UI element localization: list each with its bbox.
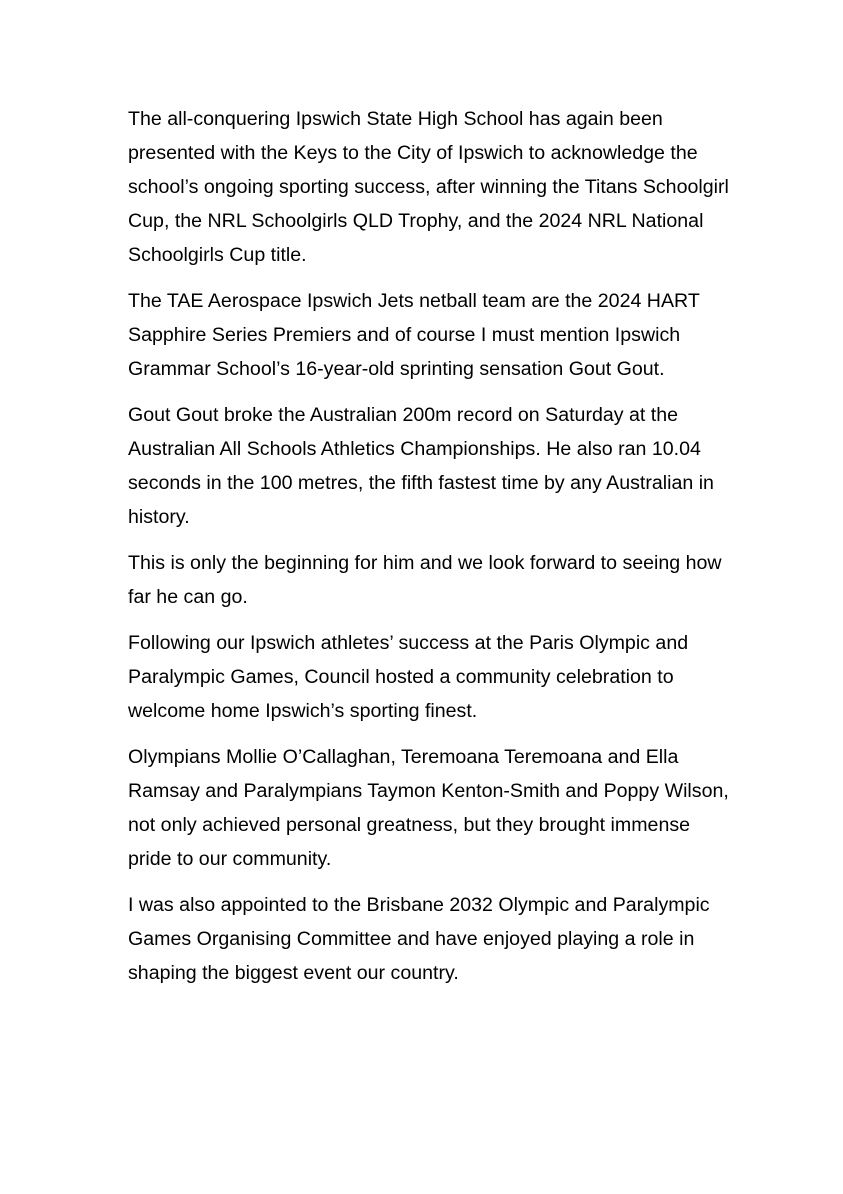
- text-line: This is only the beginning for him and we look forward to seeing how: [128, 552, 722, 574]
- text-line: Games Organising Committee and have enjoyed playing a role in: [128, 928, 695, 950]
- text-line: Cup, the NRL Schoolgirls QLD Trophy, and the 2024 NRL National: [128, 210, 704, 232]
- text-line: Sapphire Series Premiers and of course I must mention Ipswich: [128, 324, 681, 346]
- document-body: [128, 102, 746, 1002]
- text-line: Olympians Mollie O’Callaghan, Teremoana Teremoana and Ella: [128, 746, 679, 768]
- paragraph: [128, 398, 746, 534]
- text-line: school’s ongoing sporting success, after winning the Titans Schoolgirl: [128, 176, 729, 198]
- text-line: shaping the biggest event our country.: [128, 962, 459, 984]
- text-line: I was also appointed to the Brisbane 2032 Olympic and Paralympic: [128, 894, 710, 916]
- paragraph: [128, 740, 746, 876]
- paragraph: [128, 102, 746, 272]
- paragraph: [128, 284, 746, 386]
- text-line: welcome home Ipswich’s sporting finest.: [128, 700, 478, 722]
- text-line: The all-conquering Ipswich State High School has again been: [128, 108, 663, 130]
- text-line: pride to our community.: [128, 848, 332, 870]
- text-line: seconds in the 100 metres, the fifth fastest time by any Australian in: [128, 472, 714, 494]
- paragraph: [128, 626, 746, 728]
- text-line: The TAE Aerospace Ipswich Jets netball team are the 2024 HART: [128, 290, 700, 312]
- text-line: Grammar School’s 16-year-old sprinting sensation Gout Gout.: [128, 358, 665, 380]
- text-line: presented with the Keys to the City of Ipswich to acknowledge the: [128, 142, 698, 164]
- text-line: Australian All Schools Athletics Championships. He also ran 10.04: [128, 438, 701, 460]
- paragraph: [128, 546, 746, 614]
- text-line: not only achieved personal greatness, but they brought immense: [128, 814, 691, 836]
- text-line: Schoolgirls Cup title.: [128, 244, 307, 266]
- text-line: Paralympic Games, Council hosted a community celebration to: [128, 666, 674, 688]
- text-line: Ramsay and Paralympians Taymon Kenton-Smith and Poppy Wilson,: [128, 780, 729, 802]
- text-line: Following our Ipswich athletes’ success at the Paris Olympic and: [128, 632, 689, 654]
- text-line: Gout Gout broke the Australian 200m record on Saturday at the: [128, 404, 679, 426]
- paragraph: [128, 888, 746, 990]
- text-line: far he can go.: [128, 586, 248, 608]
- text-line: history.: [128, 506, 190, 528]
